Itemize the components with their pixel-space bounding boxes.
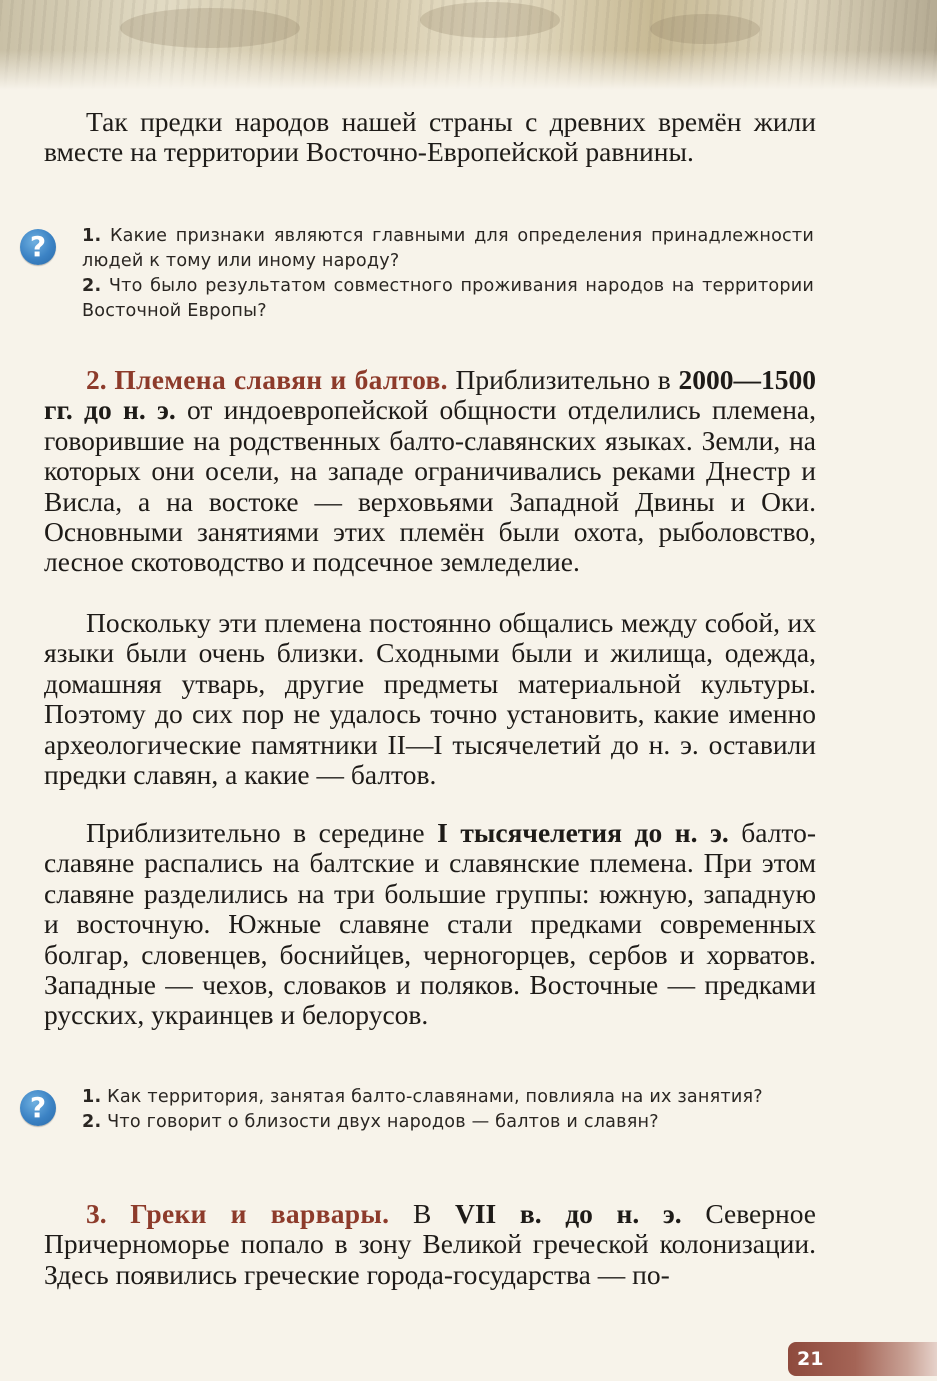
questions-block-1 xyxy=(82,224,814,324)
section-2-number: 2. xyxy=(86,364,107,395)
question-item: 2. Что говорит о близости двух народов — балтов и славян? xyxy=(82,1112,659,1132)
question-icon: ? xyxy=(20,229,56,265)
question-item: 2. Что было результатом совместного проживания народов на территории Восточной Европы? xyxy=(82,276,814,321)
date-highlight: 2000—1500 гг. до н. э. xyxy=(44,364,817,426)
section-3-title: Греки и варвары. xyxy=(130,1198,390,1229)
question-item: 1. Как территория, занятая балто-славянами, повлияла на их занятия? xyxy=(82,1087,763,1107)
date-highlight: I тысячелетия до н. э. xyxy=(437,817,729,848)
section-2-title: Племена славян и балтов. xyxy=(114,364,448,395)
section-2-paragraph-1: 2. Племена славян и балтов. Приблизительно в 2000—1500 гг. до н. э. от индоевропейской общности отделились племена, говорившие на родственных балто-славянских языках. Земли, на которых они осели, на западе ограничивались реками Днестр и Висла, а на востоке — верховьями Западной Двины и Оки. Основными занятиями этих племён были охота, рыболовство, лесное скотоводство и подсечное земледелие. xyxy=(44,364,817,578)
intro-paragraph: Так предки народов нашей страны с древних времён жили вместе на территории Восточно-Европейской равнины. xyxy=(44,106,816,168)
header-banner xyxy=(0,0,937,90)
question-icon: ? xyxy=(20,1090,56,1126)
section-3-paragraph-1: 3. Греки и варвары. В VII в. до н. э. Северное Причерноморье попало в зону Великой греческой колонизации. Здесь появились греческие города-государства — по- xyxy=(44,1198,816,1290)
section-2-paragraph-2: Поскольку эти племена постоянно общались между собой, их языки были очень близки. Сходными были и жилища, одежда, домашняя утварь, другие предметы материальной культуры. Поэтому до сих пор не удалось точно установить, какие именно археологические памятники II—I тысячелетий до н. э. оставили предки славян, а какие — балтов. xyxy=(44,607,816,791)
page-number: 21 xyxy=(797,1348,824,1370)
questions-block-2 xyxy=(82,1085,814,1135)
date-highlight: VII в. до н. э. xyxy=(454,1198,682,1229)
section-3-number: 3. xyxy=(86,1198,107,1229)
question-item: 1. Какие признаки являются главными для определения принадлежности людей к тому или иному народу? xyxy=(82,226,814,271)
section-2-paragraph-3: Приблизительно в середине I тысячелетия до н. э. балто-славяне распались на балтские и славянские племена. При этом славяне разделились на три большие группы: южную, западную и восточную. Южные славяне стали предками современных болгар, словенцев, боснийцев, черногорцев, сербов и хорватов. Западные — чехов, словаков и поляков. Восточные — предками русских, украинцев и белорусов. xyxy=(44,817,816,1031)
